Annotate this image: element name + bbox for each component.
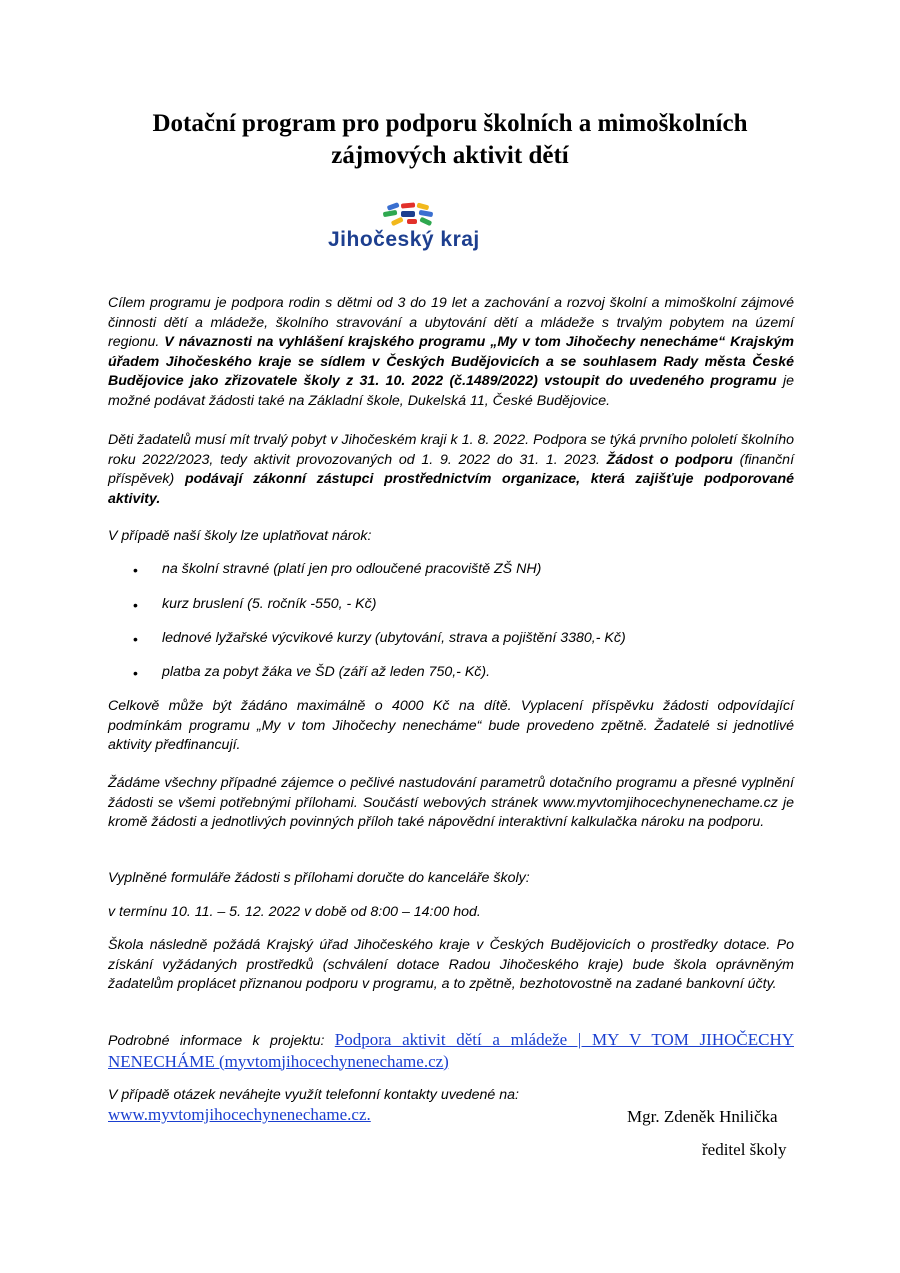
- paragraph-intro-text-end: je možné podávat žádosti také na Základní škole, Dukelská 11, České Budějovice.: [108, 373, 795, 409]
- project-info-link[interactable]: Podpora aktivit dětí a mládeže | MY V TOM JIHOČECHY NENECHÁME (myvtomjihocechynenechame.cz): [108, 1030, 794, 1071]
- paragraph-delivery: Vyplněné formuláře žádosti s přílohami doručte do kanceláře školy:: [108, 870, 530, 886]
- paragraph-info: [108, 1030, 794, 1073]
- paragraph-intro: [108, 294, 794, 411]
- jihocesky-kraj-logo-icon: [325, 200, 525, 230]
- paragraph-intro-bold: V návaznosti na vyhlášení krajského programu „My v tom Jihočechy nenecháme“ Krajským úřadem Jihočeského kraje se sídlem v Českých Budějovicích a se souhlasem Rady města České Budějovice jako zřizovatele školy z 31. 10. 2022 (č.1489/2022) vstoupit do uvedeného programu: [108, 334, 794, 389]
- signature-name: Mgr. Zdeněk Hnilička: [627, 1107, 778, 1126]
- logo-text: Jihočeský kraj: [328, 228, 480, 251]
- signature-role: ředitel školy: [702, 1140, 787, 1159]
- bullet-icon: •: [133, 597, 138, 613]
- paragraph-maximum: Celkově může být žádáno maximálně o 4000 Kč na dítě. Vyplacení příspěvku žádosti odpovídající podmínkám programu „My v tom Jihočechy nenecháme“ bude provedeno zpětně. Žadatelé si jednotlivé aktivity předfinancují.: [108, 698, 794, 753]
- paragraph-eligibility: [108, 431, 794, 509]
- title-line-2: zájmových aktivit dětí: [331, 142, 569, 169]
- paragraph-contacts: V případě otázek neváhejte využít telefonní kontakty uvedené na:: [108, 1087, 519, 1103]
- paragraph-term: v termínu 10. 11. – 5. 12. 2022 v době od 8:00 – 14:00 hod.: [108, 904, 481, 920]
- title-line-1: Dotační program pro podporu školních a mimoškolních: [152, 110, 748, 137]
- list-item: na školní stravné (platí jen pro odloučené pracoviště ZŠ NH): [162, 561, 542, 577]
- paragraph-eligibility-text-2: (finanční příspěvek): [108, 451, 795, 487]
- jihocesky-kraj-logo: [325, 200, 525, 260]
- list-item: lednové lyžařské výcvikové kurzy (ubytování, strava a pojištění 3380,- Kč): [162, 630, 626, 646]
- bullet-icon: •: [133, 665, 138, 681]
- paragraph-eligibility-bold-2: podávají zákonní zástupci prostřednictvím organizace, která zajišťuje podporované aktivity.: [108, 471, 795, 507]
- info-label: Podrobné informace k projektu:: [108, 1033, 335, 1049]
- paragraph-intro-text: Cílem programu je podpora rodin s dětmi od 3 do 19 let a zachování a rozvoj školní a mimoškolní zájmové činnosti dětí a mládeže, školního stravování a ubytování dětí a mládeže s trvalým pobytem na území regionu.: [108, 295, 794, 350]
- website-link[interactable]: www.myvtomjihocechynenechame.cz.: [108, 1105, 371, 1124]
- paragraph-claims-intro: V případě naší školy lze uplatňovat nárok:: [108, 528, 372, 544]
- page-title: [0, 108, 900, 172]
- paragraph-process: Škola následně požádá Krajský úřad Jihočeského kraje v Českých Budějovicích o prostředky dotace. Po získání vyžádaných prostředků (schválení dotace Radou Jihočeského kraje) bude škola oprávněným žadatelům proplácet přiznanou podporu v programu, a to zpětně, bezhotovostně na zadané bankovní účty.: [108, 937, 794, 992]
- paragraph-eligibility-bold-1: Žádost o podporu: [606, 451, 733, 468]
- bullet-icon: •: [133, 631, 138, 647]
- paragraph-eligibility-text: Děti žadatelů musí mít trvalý pobyt v Jihočeském kraji k 1. 8. 2022. Podpora se týká prvního pololetí školního roku 2022/2023, tedy aktivit provozovaných od 1. 9. 2022 do 31. 1. 2023.: [108, 432, 794, 468]
- list-item: platba za pobyt žáka ve ŠD (září až leden 750,- Kč).: [162, 664, 491, 680]
- paragraph-request: Žádáme všechny případné zájemce o pečlivé nastudování parametrů dotačního programu a přesné vyplnění žádosti se všemi potřebnými přílohami. Součástí webových stránek www.myvtomjihocechynenechame.cz je kromě žádosti a jednotlivých povinných příloh také nápovědní interaktivní kalkulačka nároku na podporu.: [108, 775, 794, 830]
- list-item: kurz bruslení (5. ročník -550, - Kč): [162, 596, 377, 612]
- bullet-icon: •: [133, 562, 138, 578]
